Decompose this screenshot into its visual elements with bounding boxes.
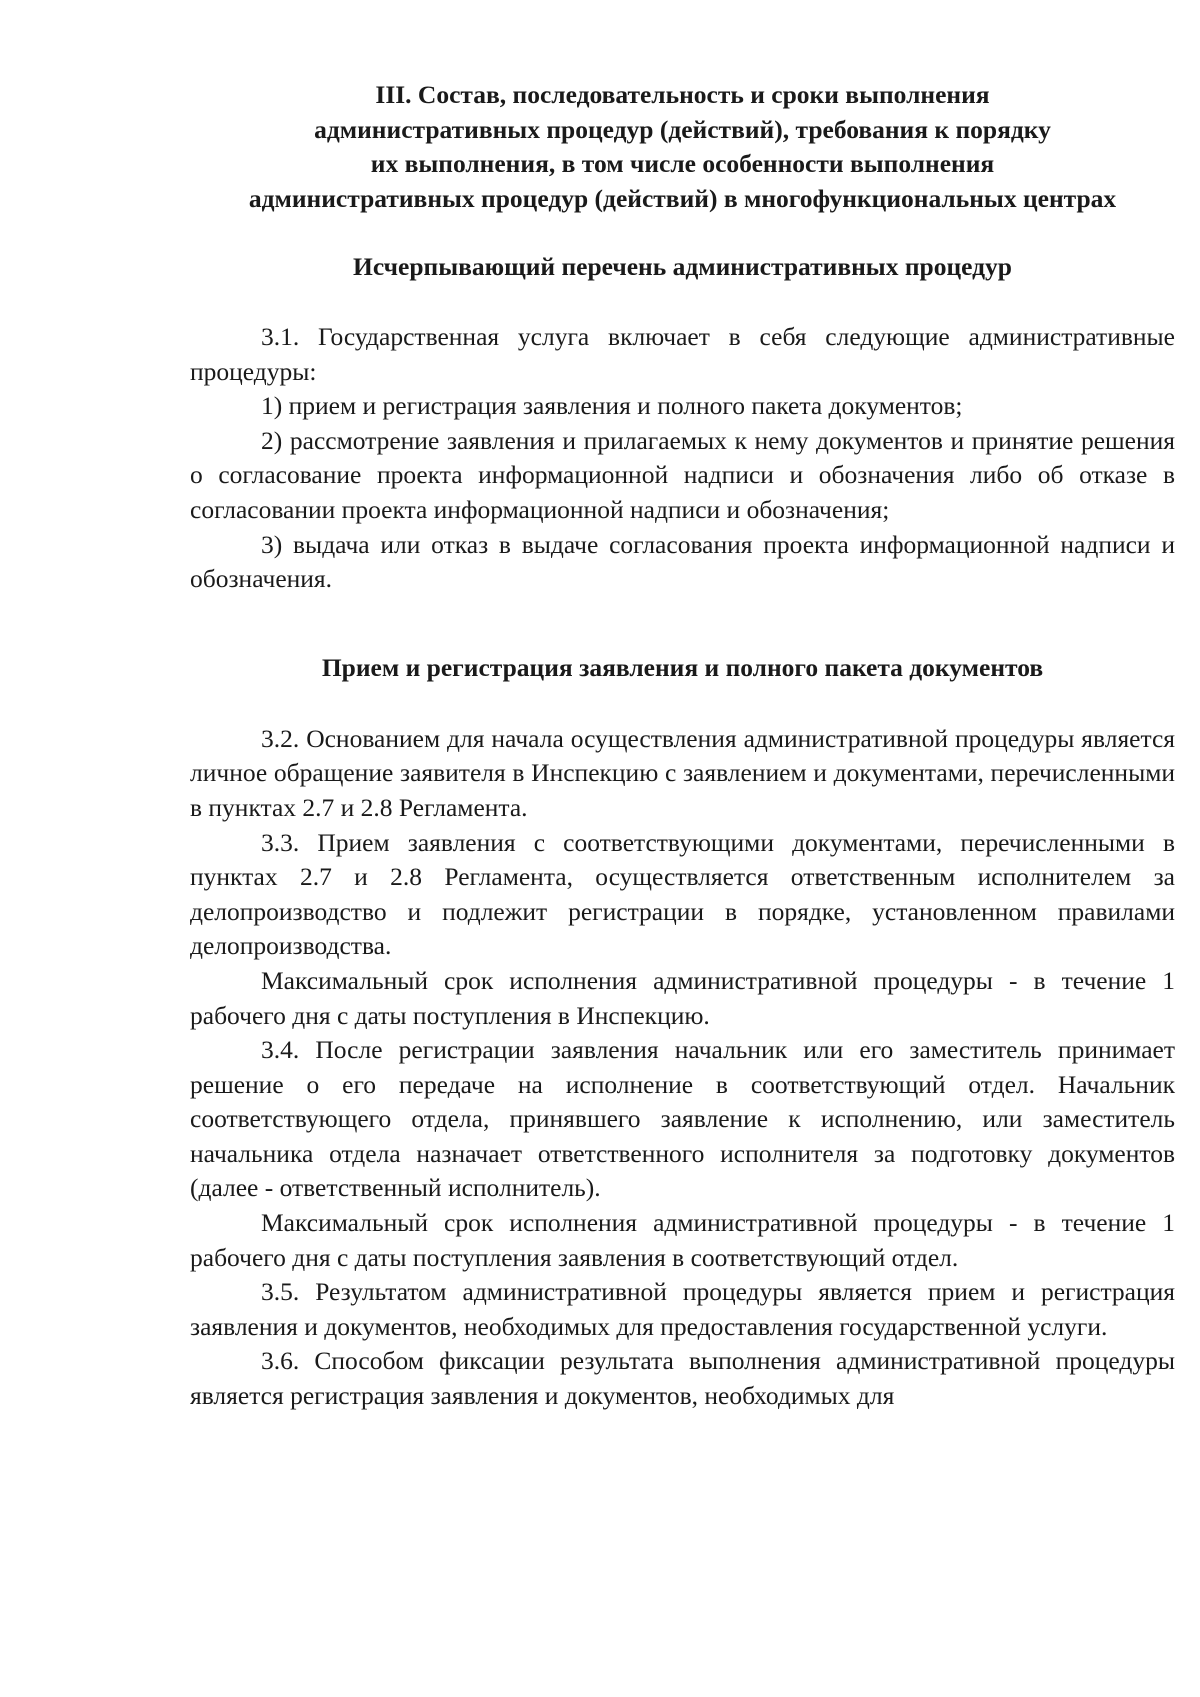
list-item-1: 1) прием и регистрация заявления и полного пакета документов; bbox=[261, 391, 963, 421]
title-line: административных процедур (действий) в многофункциональных центрах bbox=[248, 183, 1117, 213]
title-line: их выполнения, в том числе особенности выполнения bbox=[370, 149, 995, 178]
paragraph-3-5: 3.5. Результатом административной процедуры является прием и регистрация заявления и документов, необходимых для предоставления государственной услуги. bbox=[190, 1277, 1175, 1341]
paragraph-3-4: 3.4. После регистрации заявления начальник или его заместитель принимает решение о его передаче на исполнение в соответствующий отдел. Начальник соответствующего отдела, принявшего заявление к исполнению, или заместитель начальника отдела назначает ответственного исполнителя за подготовку документов (далее - ответственный исполнитель). bbox=[190, 1035, 1175, 1203]
subheading-procedures-list: Исчерпывающий перечень административных процедур bbox=[353, 252, 1012, 281]
paragraph-max-term-2: Максимальный срок исполнения административной процедуры - в течение 1 рабочего дня с даты поступления заявления в соответствующий отдел. bbox=[190, 1208, 1175, 1272]
list-item-2: 2) рассмотрение заявления и прилагаемых к нему документов и принятие решения о согласование проекта информационной надписи и обозначения либо об отказе в согласовании проекта информационной надписи и обозначения; bbox=[190, 425, 1175, 524]
title-line: административных процедур (действий), требования к порядку bbox=[314, 114, 1051, 144]
paragraph-3-6: 3.6. Способом фиксации результата выполнения административной процедуры является регистрация заявления и документов, необходимых для bbox=[190, 1346, 1175, 1411]
section-title bbox=[190, 78, 1175, 216]
subheading-reception: Прием и регистрация заявления и полного пакета документов bbox=[321, 652, 1044, 682]
paragraph-3-3: 3.3. Прием заявления с соответствующими документами, перечисленными в пунктах 2.7 и 2.8 Регламента, осуществляется ответственным исполнителем за делопроизводство и подлежит регистрации в порядке, установленном правилами делопроизводства. bbox=[190, 827, 1175, 961]
paragraph-3-2: 3.2. Основанием для начала осуществления административной процедуры является личное обращение заявителя в Инспекцию с заявлением и документами, перечисленными в пунктах 2.7 и 2.8 Регламента. bbox=[190, 723, 1175, 822]
list-item-3: 3) выдача или отказ в выдаче согласования проекта информационной надписи и обозначения. bbox=[190, 529, 1175, 594]
title-line: III. Состав, последовательность и сроки выполнения bbox=[375, 80, 990, 109]
paragraph-max-term-1: Максимальный срок исполнения административной процедуры - в течение 1 рабочего дня с даты поступления в Инспекцию. bbox=[190, 965, 1175, 1030]
paragraph-3-1: 3.1. Государственная услуга включает в себя следующие административные процедуры: bbox=[190, 322, 1175, 386]
page-content bbox=[190, 78, 1175, 1414]
